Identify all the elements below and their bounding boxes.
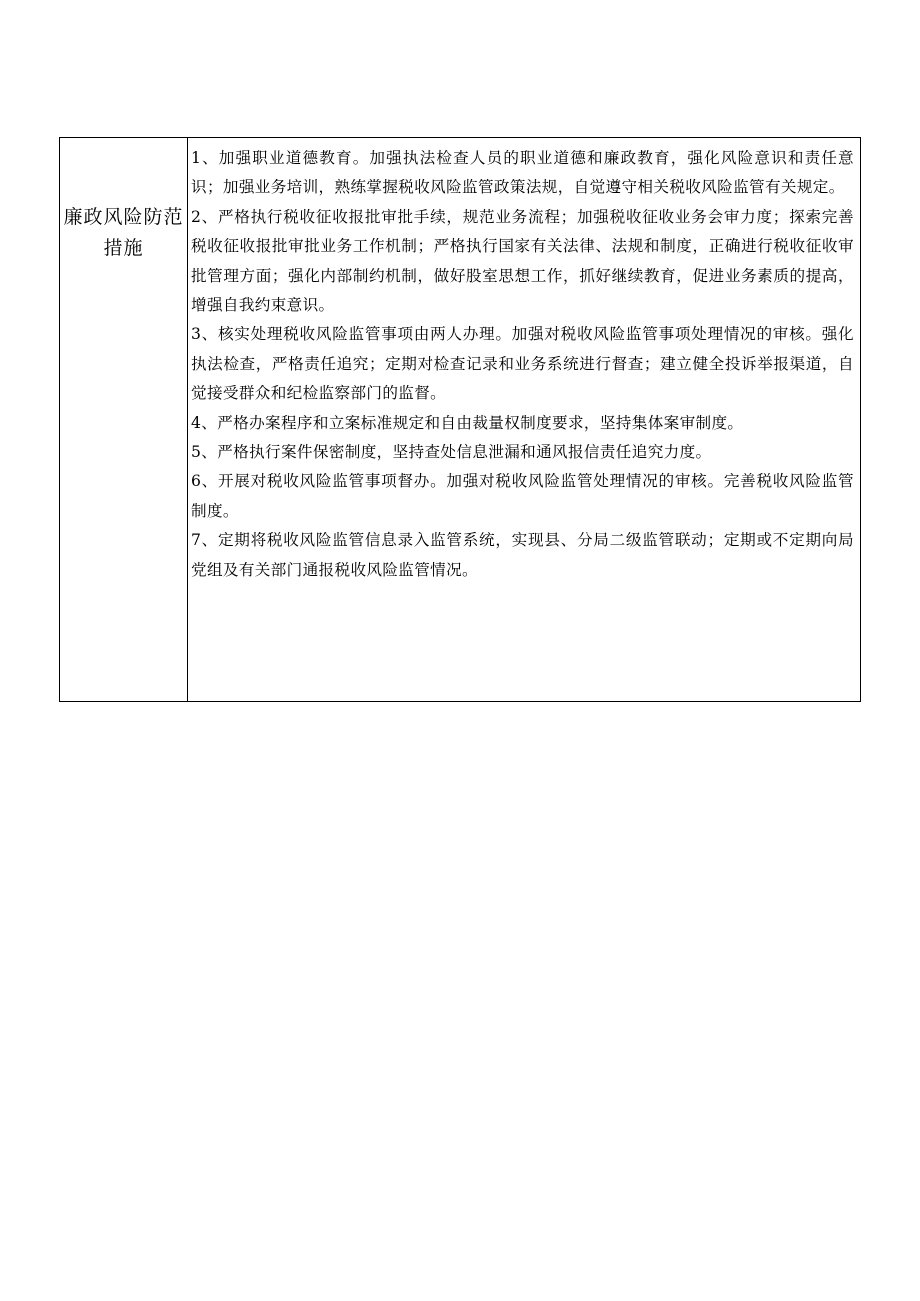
measure-item-2: 2、严格执行税收征收报批审批手续，规范业务流程；加强税收征收业务会审力度；探索完善税收征收报批审批业务工作机制；严格执行国家有关法律、法规和制度，正确进行税收征收审批管理方面；强化内部制约机制，做好股室思想工作，抓好继续教育，促进业务素质的提高，增强自我约束意识。 — [191, 207, 854, 315]
measure-item-1: 1、加强职业道德教育。加强执法检查人员的职业道德和廉政教育，强化风险意识和责任意识；加强业务培训，熟练掌握税收风险监管政策法规，自觉遵守相关税收风险监管有关规定。 — [191, 149, 854, 197]
measure-item-6: 6、开展对税收风险监管事项督办。加强对税收风险监管处理情况的审核。完善税收风险监管制度。 — [191, 472, 854, 520]
table-row — [60, 138, 861, 702]
measure-item-5: 5、严格执行案件保密制度，坚持查处信息泄漏和通风报信责任追究力度。 — [191, 443, 712, 462]
label-cell — [60, 138, 188, 702]
measure-item-3: 3、核实处理税收风险监管事项由两人办理。加强对税收风险监管事项处理情况的审核。强化执法检查，严格责任追究；定期对检查记录和业务系统进行督查；建立健全投诉举报渠道，自觉接受群众和纪检监察部门的监督。 — [191, 325, 854, 403]
measures-table — [59, 137, 861, 702]
row-label: 廉政风险防范措施 — [63, 206, 184, 259]
measure-item-7: 7、定期将税收风险监管信息录入监管系统，实现县、分局二级监管联动；定期或不定期向局党组及有关部门通报税收风险监管情况。 — [191, 531, 854, 579]
measure-item-4: 4、严格办案程序和立案标准规定和自由裁量权制度要求，坚持集体案审制度。 — [191, 413, 744, 432]
content-cell — [188, 138, 861, 702]
